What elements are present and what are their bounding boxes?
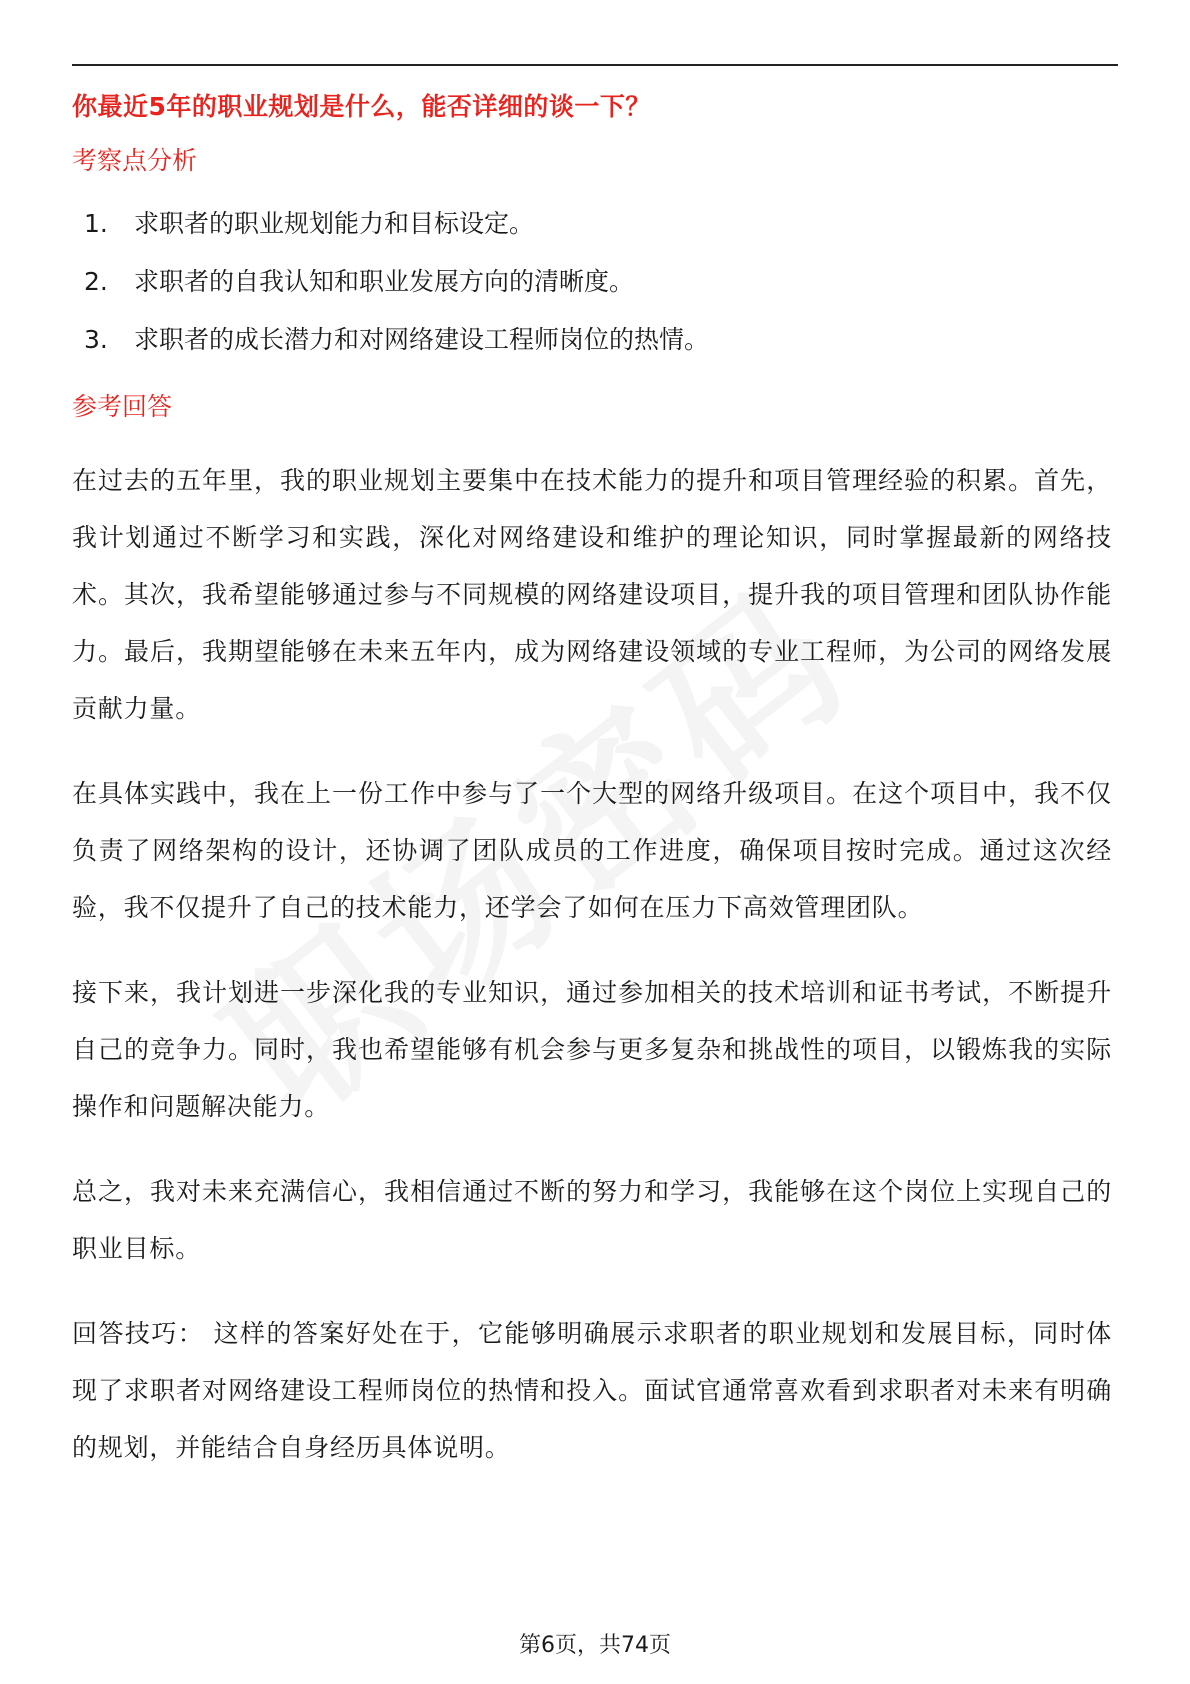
answer-paragraph: 接下来，我计划进一步深化我的专业知识，通过参加相关的技术培训和证书考试，不断提升自己的竞争力。同时，我也希望能够有机会参与更多复杂和挑战性的项目，以锻炼我的实际操作和问题解决能力。: [72, 978, 1112, 1121]
list-item-text: 求职者的成长潜力和对网络建设工程师岗位的热情。: [134, 325, 710, 354]
list-item: [72, 206, 1118, 242]
list-item: [72, 322, 1118, 358]
list-item-number: 3.: [84, 325, 108, 354]
top-divider: [72, 64, 1118, 66]
answer-heading: 参考回答: [72, 392, 173, 421]
list-item-text: 求职者的自我认知和职业发展方向的清晰度。: [134, 267, 635, 296]
answer-tips-paragraph: 回答技巧： 这样的答案好处在于，它能够明确展示求职者的职业规划和发展目标，同时体现了求职者对网络建设工程师岗位的热情和投入。面试官通常喜欢看到求职者对未来有明确的规划，并能结合自身经历具体说明。: [72, 1319, 1112, 1462]
list-item: [72, 264, 1118, 300]
answer-paragraph: 总之，我对未来充满信心，我相信通过不断的努力和学习，我能够在这个岗位上实现自己的职业目标。: [72, 1177, 1112, 1263]
answer-paragraph: 在具体实践中，我在上一份工作中参与了一个大型的网络升级项目。在这个项目中，我不仅负责了网络架构的设计，还协调了团队成员的工作进度，确保项目按时完成。通过这次经验，我不仅提升了自己的技术能力，还学会了如何在压力下高效管理团队。: [72, 779, 1112, 922]
list-item-text: 求职者的职业规划能力和目标设定。: [134, 209, 535, 238]
question-title: 你最近5年的职业规划是什么，能否详细的谈一下？: [72, 92, 651, 121]
document-body: [72, 78, 1118, 1476]
list-item-number: 1.: [84, 209, 108, 238]
analysis-heading: 考察点分析: [72, 146, 198, 175]
page-number-footer: 第6页，共74页: [519, 1633, 671, 1658]
analysis-points-list: [72, 206, 1118, 358]
list-item-number: 2.: [84, 267, 108, 296]
answer-paragraph: 在过去的五年里，我的职业规划主要集中在技术能力的提升和项目管理经验的积累。首先，我计划通过不断学习和实践，深化对网络建设和维护的理论知识，同时掌握最新的网络技术。其次，我希望能够通过参与不同规模的网络建设项目，提升我的项目管理和团队协作能力。最后，我期望能够在未来五年内，成为网络建设领域的专业工程师，为公司的网络发展贡献力量。: [72, 466, 1112, 723]
